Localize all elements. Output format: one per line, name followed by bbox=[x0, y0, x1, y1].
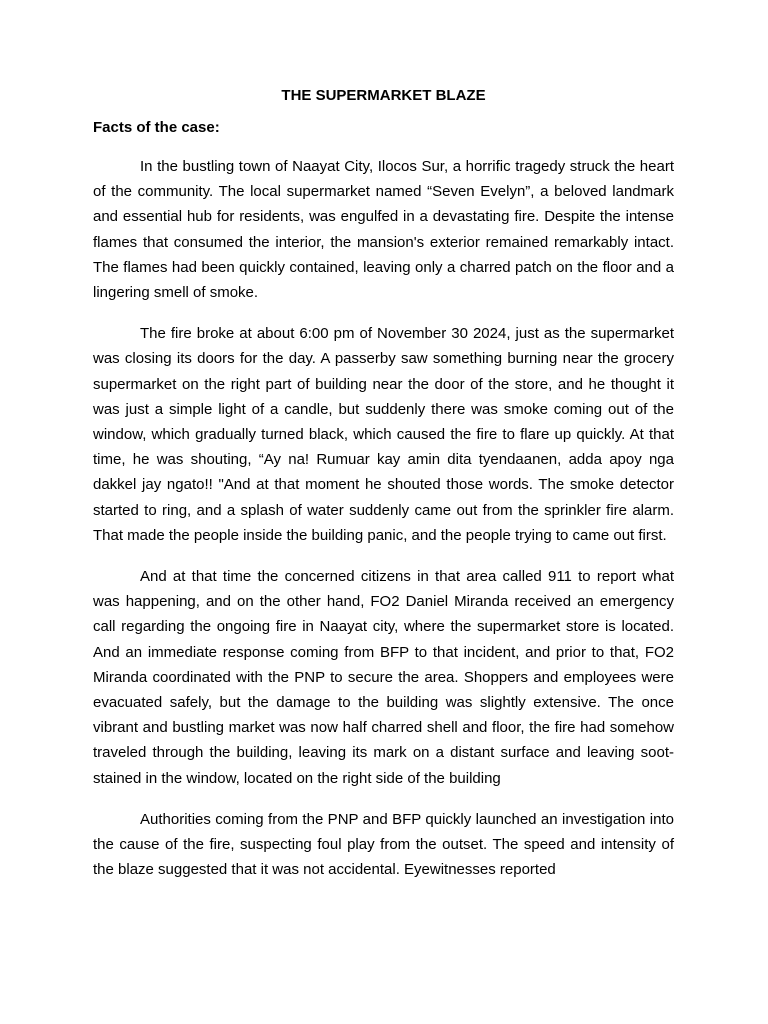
paragraph: Authorities coming from the PNP and BFP quickly launched an investigation into the cause of the fire, suspecting foul play from the outset. The speed and intensity of the blaze suggested that it was not accidental. Eyewitnesses reported bbox=[93, 810, 674, 879]
paragraph: And at that time the concerned citizens in that area called 911 to report what was happening, and on the other hand, FO2 Daniel Miranda received an emergency call regarding the ongoing fire in Naayat city, where the supermarket store is located. And an immediate response coming from BFP to that incident, and prior to that, FO2 Miranda coordinated with the PNP to secure the area. Shoppers and employees were evacuated safely, but the damage to the building was slightly extensive. The once vibrant and bustling market was now half charred shell and floor, the fire had somehow traveled through the building, leaving its mark on a distant surface and leaving soot-stained in the window, located on the right side of the building bbox=[93, 568, 674, 787]
paragraph: The fire broke at about 6:00 pm of November 30 2024, just as the supermarket was closing its doors for the day. A passerby saw something burning near the grocery supermarket on the right part of building near the door of the store, and he thought it was just a simple light of a candle, but suddenly there was smoke coming out of the window, which gradually turned black, which caused the fire to flare up quickly. At that time, he was shouting, “Ay na! Rumuar kay amin dita tyendaanen, adda apoy nga dakkel jay ngato!! "And at that moment he shouted those words. The smoke detector started to ring, and a splash of water suddenly came out from the sprinkler fire alarm. That made the people inside the building panic, and the people trying to came out first. bbox=[93, 325, 674, 544]
document-page bbox=[93, 86, 674, 898]
section-heading: Facts of the case: bbox=[93, 119, 220, 136]
document-title: THE SUPERMARKET BLAZE bbox=[281, 87, 486, 104]
paragraph: In the bustling town of Naayat City, Ilocos Sur, a horrific tragedy struck the heart of the community. The local supermarket named “Seven Evelyn”, a beloved landmark and essential hub for residents, was engulfed in a devastating fire. Despite the intense flames that consumed the interior, the mansion's exterior remained remarkably intact. The flames had been quickly contained, leaving only a charred patch on the floor and a lingering smell of smoke. bbox=[93, 158, 674, 302]
